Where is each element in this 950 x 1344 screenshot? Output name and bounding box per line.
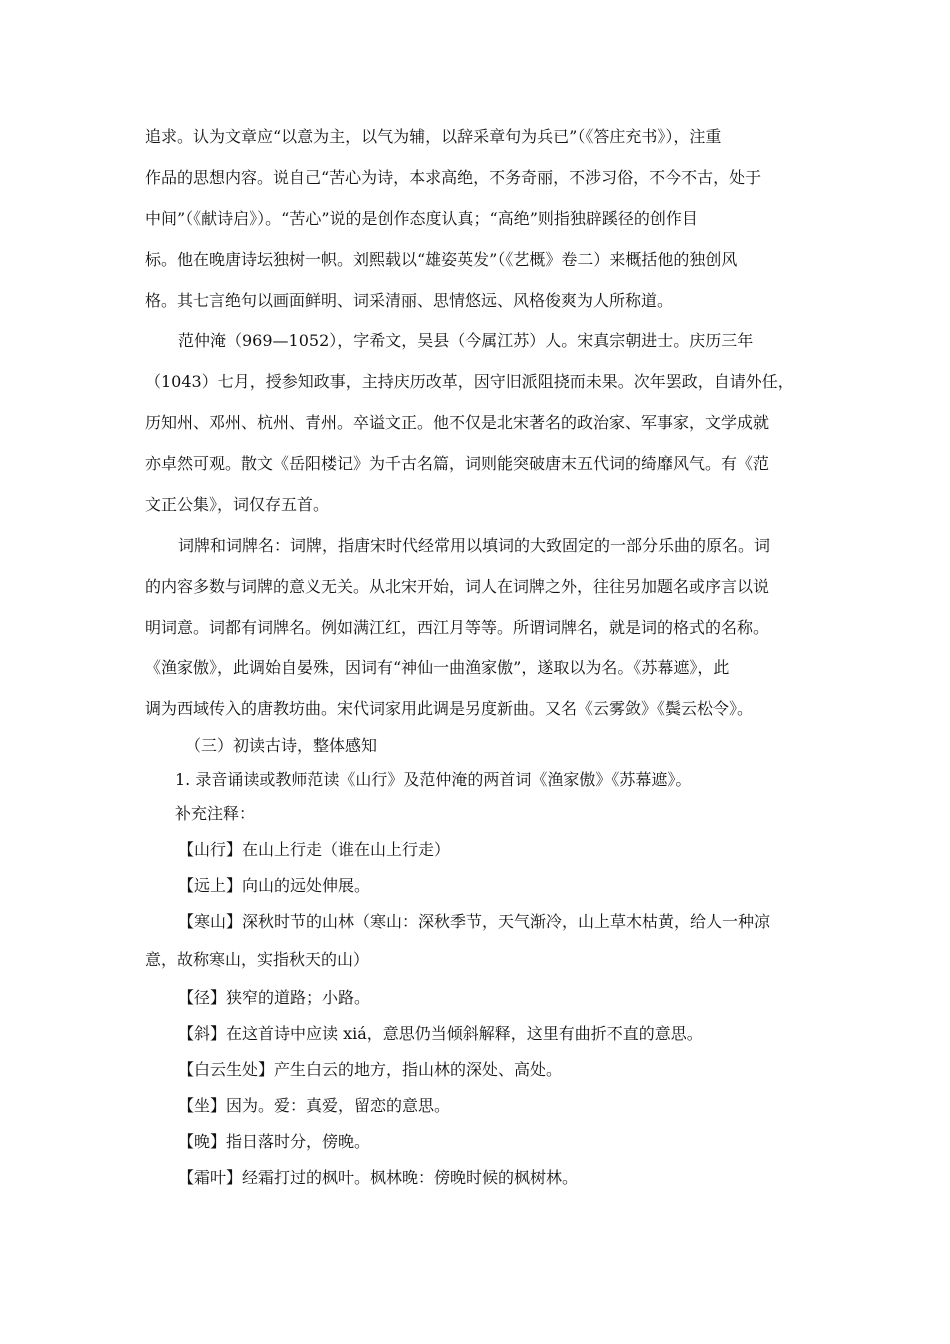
- text-line: 标。他在晚唐诗坛独树一帜。刘熙载以“雄姿英发”（《艺概》卷二）来概括他的独创风: [145, 250, 738, 269]
- annotation-item: 【坐】因为。爱：真爱，留恋的意思。: [178, 1096, 451, 1115]
- paragraph-cipai: 词牌和词牌名：词牌，指唐宋时代经常用以填词的大致固定的一部分乐曲的原名。词: [178, 536, 771, 555]
- section-heading: （三）初读古诗，整体感知: [185, 736, 378, 755]
- list-item: 1. 录音诵读或教师范读《山行》及范仲淹的两首词《渔家傲》《苏幕遮》。: [175, 770, 692, 789]
- notes-heading: 补充注释：: [175, 804, 256, 823]
- annotation-item: 【斜】在这首诗中应读 xiá，意思仍当倾斜解释，这里有曲折不直的意思。: [178, 1024, 703, 1043]
- annotation-item: 【寒山】深秋时节的山林（寒山：深秋季节，天气渐冷，山上草木枯黄，给人一种凉: [178, 912, 771, 931]
- text-line: 《渔家傲》，此调始自晏殊，因词有“神仙一曲渔家傲”，遂取以为名。《苏幕遮》，此: [145, 658, 730, 677]
- annotation-item: 【霜叶】经霜打过的枫叶。枫林晚：傍晚时候的枫树林。: [178, 1168, 579, 1187]
- text-line: 作品的思想内容。说自己“苦心为诗，本求高绝，不务奇丽，不涉习俗，不今不古，处于: [145, 168, 762, 187]
- annotation-item: 【山行】在山上行走（谁在山上行走）: [178, 840, 451, 859]
- text-line: 调为西域传入的唐教坊曲。宋代词家用此调是另度新曲。又名《云雾敛》《鬓云松令》。: [145, 699, 754, 718]
- text-line: 追求。认为文章应“以意为主，以气为辅，以辞采章句为兵已”（《答庄充书》），注重: [145, 127, 722, 146]
- annotation-item: 【远上】向山的远处伸展。: [178, 876, 371, 895]
- text-line: 历知州、邓州、杭州、青州。卒谥文正。他不仅是北宋著名的政治家、军事家，文学成就: [145, 413, 770, 432]
- text-line: 意，故称寒山，实指秋天的山）: [145, 950, 370, 969]
- annotation-item: 【径】狭窄的道路；小路。: [178, 988, 371, 1007]
- annotation-item: 【白云生处】产生白云的地方，指山林的深处、高处。: [178, 1060, 563, 1079]
- paragraph-fan-zhongyan: 范仲淹（969—1052），字希文，吴县（今属江苏）人。宋真宗朝进士。庆历三年: [178, 331, 754, 350]
- text-line: 亦卓然可观。散文《岳阳楼记》为千古名篇，词则能突破唐末五代词的绮靡风气。有《范: [145, 454, 770, 473]
- text-line: （1043）七月，授参知政事，主持庆历改革，因守旧派阻挠而未果。次年罢政，自请外任，: [145, 372, 794, 391]
- text-line: 中间”（《献诗启》）。“苦心”说的是创作态度认真；“高绝”则指独辟蹊径的创作目: [145, 209, 698, 228]
- annotation-item: 【晚】指日落时分，傍晚。: [178, 1132, 371, 1151]
- text-line: 明词意。词都有词牌名。例如满江红，西江月等等。所谓词牌名，就是词的格式的名称。: [145, 618, 770, 637]
- text-line: 文正公集》，词仅存五首。: [145, 495, 330, 514]
- text-line: 格。其七言绝句以画面鲜明、词采清丽、思情悠远、风格俊爽为人所称道。: [145, 291, 674, 310]
- text-line: 的内容多数与词牌的意义无关。从北宋开始，词人在词牌之外，往往另加题名或序言以说: [145, 577, 770, 596]
